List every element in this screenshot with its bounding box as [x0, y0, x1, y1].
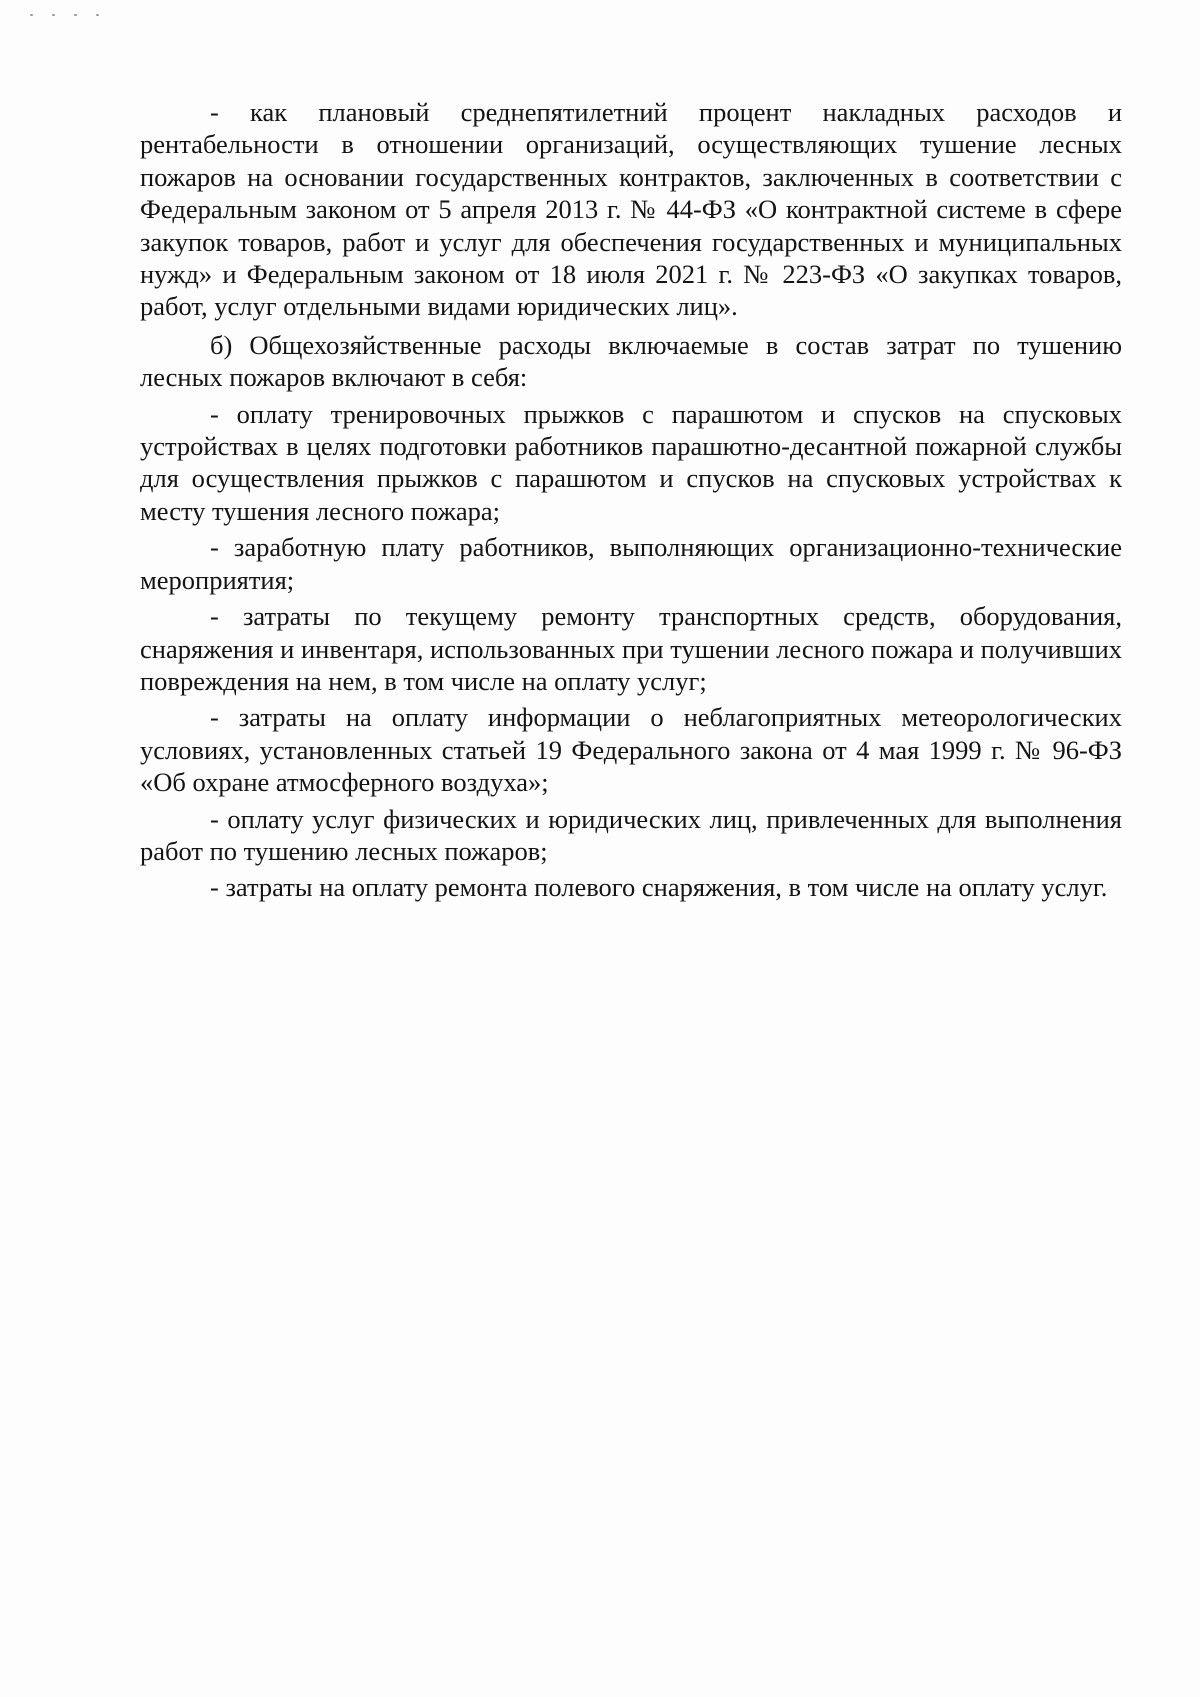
- scan-artifact: [30, 14, 110, 20]
- paragraph-salary: - заработную плату работников, выполняющих организационно-технические мероприятия;: [140, 532, 1122, 595]
- paragraph-field-equipment: - затраты на оплату ремонта полевого снаряжения, в том числе на оплату услуг.: [210, 872, 1108, 903]
- paragraph-repair-costs: - затраты по текущему ремонту транспортных средств, оборудования, снаряжения и инвентаря, использованных при тушении лесного пожара и получивших повреждения на нем, в том числе на оплату услуг;: [140, 601, 1122, 696]
- paragraph-overhead-rate: - как плановый среднепятилетний процент накладных расходов и рентабельности в отношении организаций, осуществляющих тушение лесных пожаров на основании государственных контрактов, заключенных в соответствии с Федеральным законом от 5 апреля 2013 г. № 44-ФЗ «О контрактной системе в сфере закупок товаров, работ и услуг для обеспечения государственных и муниципальных нужд» и Федеральным законом от 18 июля 2021 г. № 223-ФЗ «О закупках товаров, работ, услуг отдельными видами юридических лиц».: [140, 97, 1122, 322]
- paragraph-parachute-training: - оплату тренировочных прыжков с парашютом и спусков на спусковых устройствах в целях подготовки работников парашютно-десантной пожарной службы для осуществления прыжков с парашютом и спусков на спусковых устройствах к месту тушения лесного пожара;: [140, 398, 1122, 526]
- document-body: [140, 96, 1122, 904]
- paragraph-general-expenses-intro: б) Общехозяйственные расходы включаемые в состав затрат по тушению лесных пожаров включают в себя:: [140, 329, 1122, 393]
- paragraph-weather-info: - затраты на оплату информации о неблагоприятных метеорологических условиях, установленных статьей 19 Федерального закона от 4 мая 1999 г. № 96-ФЗ «Об охране атмосферного воздуха»;: [140, 702, 1122, 798]
- paragraph-services: - оплату услуг физических и юридических лиц, привлеченных для выполнения работ по тушению лесных пожаров;: [140, 803, 1122, 866]
